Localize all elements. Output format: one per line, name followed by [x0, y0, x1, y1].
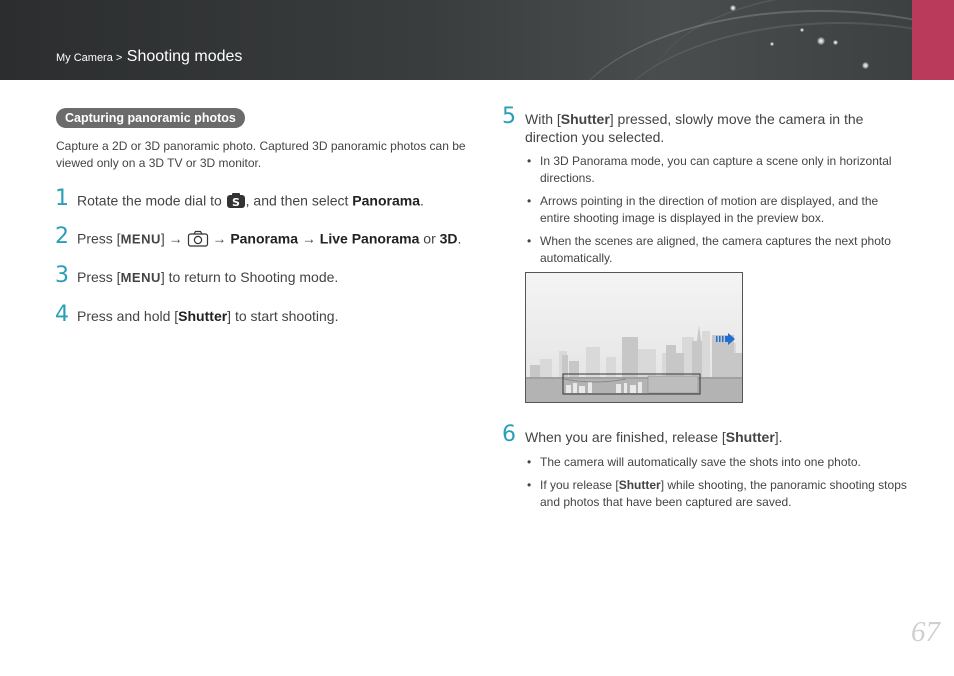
panorama-preview-image	[525, 272, 743, 403]
step-5	[525, 110, 905, 146]
step-text: or	[419, 230, 440, 247]
step-bold: Panorama	[230, 230, 299, 247]
step-text: ] to start shooting.	[227, 308, 339, 324]
step-text: Press and hold [	[77, 308, 179, 324]
sparkle-icon	[730, 5, 736, 11]
step-text: Rotate the mode dial to	[77, 192, 226, 209]
header-decoration-arc	[650, 0, 954, 80]
step-bold: Live Panorama	[319, 230, 420, 247]
step-text: .	[420, 192, 424, 209]
step-text: .	[457, 230, 462, 247]
step-bold: Shutter	[178, 308, 228, 324]
step-text: ] to return to Shooting mode.	[160, 269, 339, 285]
list-item: • In 3D Panorama mode, you can capture a scene only in horizontal directions.	[527, 153, 907, 187]
breadcrumb	[56, 48, 242, 66]
step-number: 3	[55, 263, 69, 288]
note-text: If you release [	[540, 478, 619, 492]
panorama-illustration	[526, 273, 743, 403]
step-2	[77, 230, 461, 250]
step-text: With [	[525, 111, 561, 127]
sparkle-icon	[862, 62, 869, 69]
step-number: 4	[55, 302, 69, 327]
step-bold: Panorama	[352, 192, 420, 209]
step-text: →	[298, 230, 320, 247]
step-bold: 3D	[439, 230, 458, 247]
note-text: ] while shooting, the panoramic shooting stops and photos that have been captured are saved.	[540, 478, 907, 509]
page-number: 67	[911, 616, 940, 648]
menu-button-label: MENU	[120, 231, 161, 247]
step-bold: Shutter	[560, 111, 610, 127]
sparkle-icon	[817, 37, 825, 45]
step-1	[77, 192, 424, 212]
step-4	[77, 308, 338, 324]
step-text: When you are finished, release [	[525, 429, 726, 445]
step-6	[525, 428, 905, 446]
mode-s-icon	[226, 192, 246, 212]
list-item	[527, 477, 907, 511]
step-5-notes	[527, 153, 907, 273]
sparkle-icon	[833, 40, 838, 45]
direction-arrow-icon	[716, 332, 736, 350]
step-text: ].	[774, 429, 783, 445]
page-header	[0, 0, 954, 80]
step-number: 5	[502, 104, 516, 129]
menu-button-label: MENU	[120, 270, 161, 285]
section-intro: Capture a 2D or 3D panoramic photo. Captured 3D panoramic photos can be viewed only on a 3D TV or 3D monitor.	[56, 139, 466, 170]
step-text: →	[208, 230, 231, 247]
breadcrumb-parent[interactable]: My Camera >	[56, 52, 123, 64]
sparkle-icon	[770, 42, 774, 46]
list-item: • Arrows pointing in the direction of motion are displayed, and the entire shooting image is displayed in the preview box.	[527, 193, 907, 227]
breadcrumb-current: Shooting modes	[126, 48, 243, 65]
header-tab	[912, 0, 954, 80]
step-bold: Shutter	[725, 429, 775, 445]
list-item: • The camera will automatically save the shots into one photo.	[527, 454, 907, 471]
step-text: , and then select	[245, 192, 353, 209]
step-text: ] pressed, slowly move the camera in the direction you selected.	[525, 111, 864, 145]
step-text: Press [	[77, 230, 121, 247]
camera-icon	[187, 230, 209, 250]
step-3	[77, 269, 338, 285]
sparkle-icon	[800, 28, 804, 32]
note-bold: Shutter	[618, 478, 661, 492]
step-text: Press [	[77, 269, 121, 285]
step-number: 2	[55, 224, 69, 249]
step-number: 6	[502, 422, 516, 447]
svg-text:S: S	[231, 196, 240, 209]
section-title: Capturing panoramic photos	[56, 108, 245, 128]
step-text: ] →	[160, 230, 187, 247]
step-6-notes	[527, 454, 907, 517]
list-item: • When the scenes are aligned, the camera captures the next photo automatically.	[527, 233, 907, 267]
step-number: 1	[55, 186, 69, 211]
